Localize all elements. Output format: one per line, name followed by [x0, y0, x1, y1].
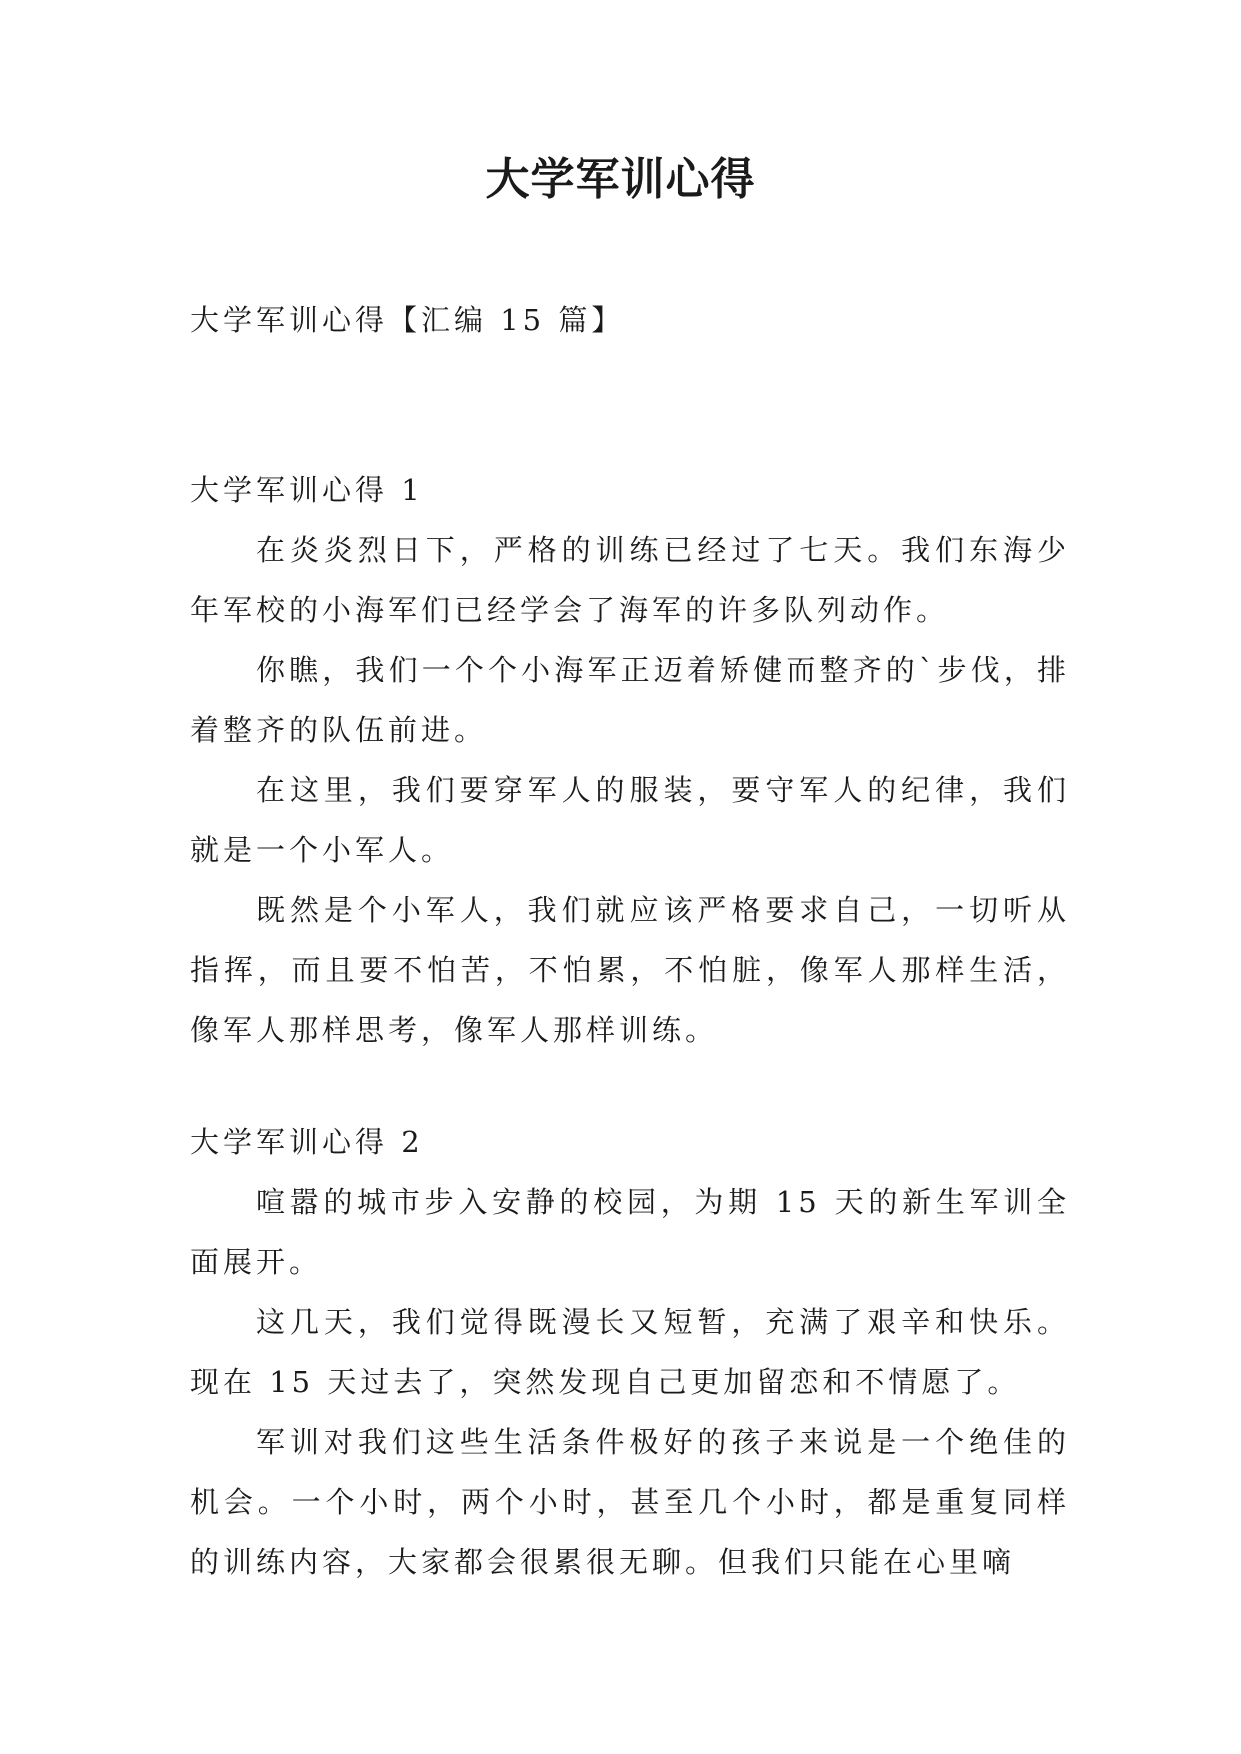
paragraph: 既然是个小军人，我们就应该严格要求自己，一切听从指挥，而且要不怕苦，不怕累，不怕脏，像军人那样生活，像军人那样思考，像军人那样训练。 — [190, 893, 1070, 1047]
paragraph: 你瞧，我们一个个小海军正迈着矫健而整齐的`步伐，排着整齐的队伍前进。 — [190, 653, 1070, 747]
document-body — [190, 290, 1070, 1592]
section-1 — [190, 460, 1070, 1060]
section-heading: 大学军训心得 2 — [190, 1125, 424, 1159]
section-2 — [190, 1112, 1070, 1592]
paragraph: 在炎炎烈日下，严格的训练已经过了七天。我们东海少年军校的小海军们已经学会了海军的许多队列动作。 — [190, 533, 1070, 627]
spacer — [190, 1060, 1070, 1112]
paragraph: 这几天，我们觉得既漫长又短暂，充满了艰辛和快乐。现在 15 天过去了，突然发现自己更加留恋和不情愿了。 — [190, 1305, 1070, 1399]
document-subtitle: 大学军训心得【汇编 15 篇】 — [190, 303, 625, 337]
paragraph: 喧嚣的城市步入安静的校园，为期 15 天的新生军训全面展开。 — [190, 1185, 1070, 1279]
document-title: 大学军训心得 — [485, 154, 756, 205]
paragraph: 在这里，我们要穿军人的服装，要守军人的纪律，我们就是一个小军人。 — [190, 773, 1070, 867]
paragraph: 军训对我们这些生活条件极好的孩子来说是一个绝佳的机会。一个小时，两个小时，甚至几个小时，都是重复同样的训练内容，大家都会很累很无聊。但我们只能在心里嘀 — [190, 1425, 1070, 1579]
section-heading: 大学军训心得 1 — [190, 473, 424, 507]
spacer — [190, 350, 1070, 460]
